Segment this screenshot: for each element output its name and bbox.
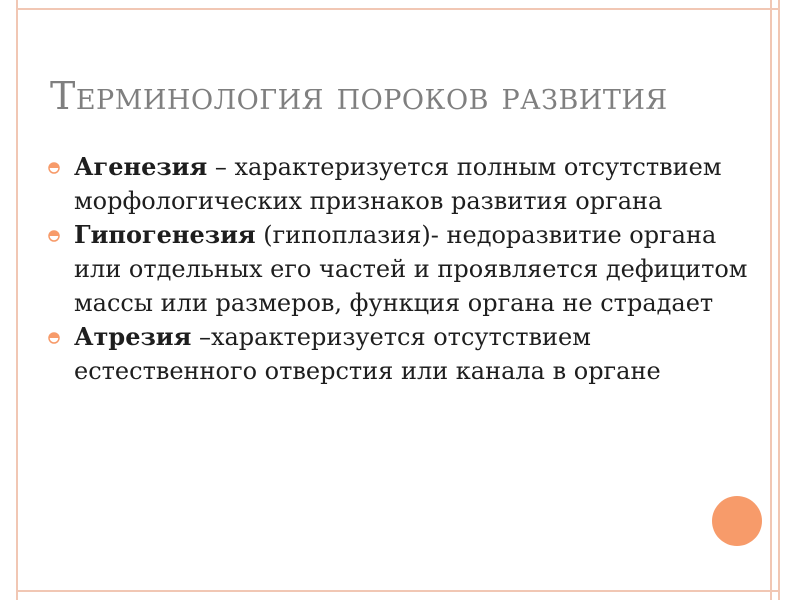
term-description: (гипоплазия)- недоразвитие органа или отдельных его частей и проявляется дефицитом массы или размеров, функция органа не страдает bbox=[74, 221, 748, 317]
half-circle-bullet-icon bbox=[48, 332, 60, 344]
bullet-list bbox=[48, 150, 748, 388]
term-description: –характеризуется отсутствием естественного отверстия или канала в органе bbox=[74, 323, 661, 385]
term-label: Атрезия bbox=[74, 322, 192, 351]
list-item-hypogenesis bbox=[48, 218, 748, 320]
orange-circle-icon bbox=[712, 496, 762, 546]
slide-title: Терминология пороков развития bbox=[50, 74, 668, 118]
list-item-atresia bbox=[48, 320, 748, 388]
frame-top-line bbox=[16, 8, 780, 10]
half-circle-bullet-icon bbox=[48, 162, 60, 174]
frame-right-line-inner bbox=[770, 0, 772, 600]
term-description: – характеризуется полным отсутствием морфологических признаков развития органа bbox=[74, 153, 722, 215]
frame-left-line bbox=[16, 0, 18, 600]
frame-right-line-outer bbox=[778, 0, 780, 600]
frame-bottom-line bbox=[16, 590, 780, 592]
term-label: Агенезия bbox=[74, 152, 208, 181]
half-circle-bullet-icon bbox=[48, 230, 60, 242]
list-item-agenesis bbox=[48, 150, 748, 218]
term-label: Гипогенезия bbox=[74, 220, 256, 249]
